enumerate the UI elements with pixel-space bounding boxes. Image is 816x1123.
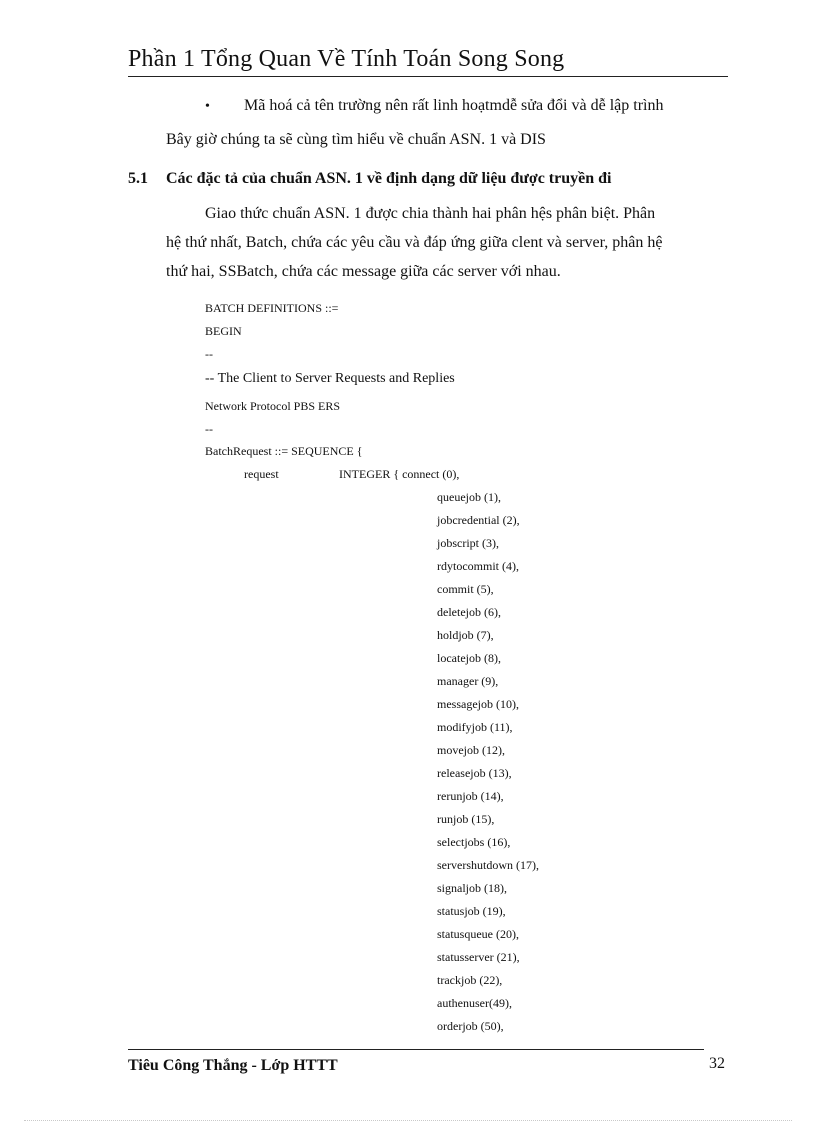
enum-item: selectjobs (16), <box>437 835 511 849</box>
enum-item: statusqueue (20), <box>437 927 519 941</box>
code-line-begin: BEGIN <box>205 324 242 338</box>
page-header-title: Phần 1 Tổng Quan Về Tính Toán Song Song <box>128 46 565 72</box>
enum-item: jobcredential (2), <box>437 513 520 527</box>
bullet-text: Mã hoá cả tên trường nên rất linh hoạtmdễ sửa đổi và dễ lập trình <box>244 97 664 114</box>
enum-item: locatejob (8), <box>437 651 501 665</box>
code-line-batch-request: BatchRequest ::= SEQUENCE { <box>205 444 363 458</box>
enum-item: manager (9), <box>437 674 499 688</box>
enum-item: statusjob (19), <box>437 904 506 918</box>
page-number: 32 <box>709 1055 725 1072</box>
enum-item: messagejob (10), <box>437 697 519 711</box>
enum-item: releasejob (13), <box>437 766 512 780</box>
enum-item: rdytocommit (4), <box>437 559 519 573</box>
enum-item: modifyjob (11), <box>437 720 513 734</box>
header-rule <box>128 76 728 77</box>
code-line-comment-1: -- <box>205 347 213 361</box>
enum-item: jobscript (3), <box>437 536 499 550</box>
paragraph-line-1: Giao thức chuẩn ASN. 1 được chia thành hai phân hệs phân biệt. Phân <box>205 205 656 222</box>
enum-item: signaljob (18), <box>437 881 507 895</box>
enum-item: authenuser(49), <box>437 996 512 1010</box>
footer-rule <box>128 1049 704 1050</box>
footer-author: Tiêu Công Thắng - Lớp HTTT <box>128 1057 338 1074</box>
section-number: 5.1 <box>128 170 148 187</box>
code-line-batch-definitions: BATCH DEFINITIONS ::= <box>205 301 339 315</box>
page-bottom-divider <box>24 1120 792 1121</box>
code-field-type: INTEGER { connect (0), <box>339 467 460 481</box>
enum-item: trackjob (22), <box>437 973 503 987</box>
enum-item: orderjob (50), <box>437 1019 504 1033</box>
enum-item: runjob (15), <box>437 812 495 826</box>
enum-item: deletejob (6), <box>437 605 501 619</box>
paragraph-line-3: thứ hai, SSBatch, chứa các message giữa các server với nhau. <box>166 263 561 280</box>
code-line-comment-2: -- <box>205 422 213 436</box>
enum-item: rerunjob (14), <box>437 789 504 803</box>
enum-item: servershutdown (17), <box>437 858 539 872</box>
enum-item: holdjob (7), <box>437 628 494 642</box>
section-title: Các đặc tả của chuẩn ASN. 1 về định dạng dữ liệu được truyền đi <box>166 170 612 187</box>
code-line-network-protocol: Network Protocol PBS ERS <box>205 399 341 413</box>
enum-item: commit (5), <box>437 582 494 596</box>
enum-item: queuejob (1), <box>437 490 501 504</box>
intro-line: Bây giờ chúng ta sẽ cùng tìm hiểu về chuẩn ASN. 1 và DIS <box>166 131 546 148</box>
code-line-comment-heading: -- The Client to Server Requests and Replies <box>205 371 455 386</box>
enum-item: statusserver (21), <box>437 950 520 964</box>
paragraph-line-2: hệ thứ nhất, Batch, chứa các yêu cầu và đáp ứng giữa clent và server, phân hệ <box>166 234 663 251</box>
enum-item: movejob (12), <box>437 743 505 757</box>
code-field-name: request <box>244 467 279 481</box>
bullet-icon: • <box>205 99 210 114</box>
